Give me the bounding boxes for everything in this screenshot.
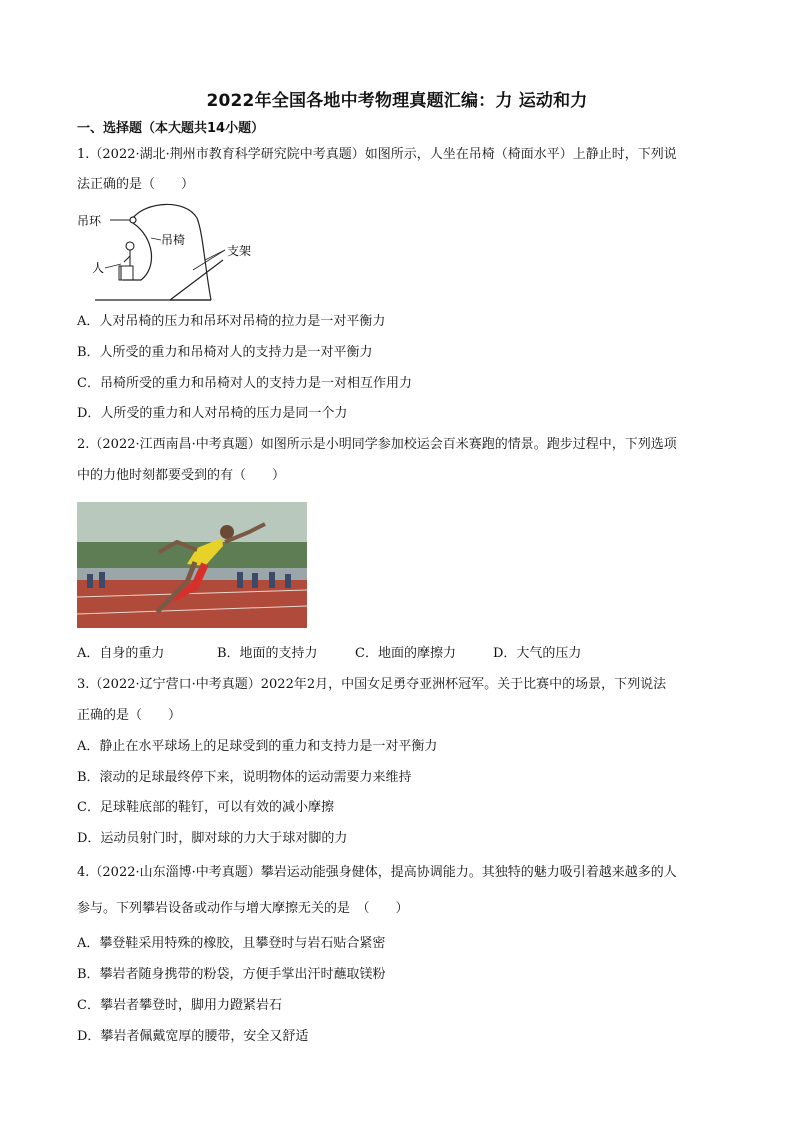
q4-option-b: B．攀岩者随身携带的粉袋，方便手掌出汗时蘸取镁粉 — [77, 967, 386, 982]
section-heading: 一、选择题（本大题共14小题） — [77, 121, 265, 136]
label-chair: 吊椅 — [161, 233, 186, 247]
q2-option-b: B．地面的支持力 — [217, 646, 318, 661]
stand-arch — [133, 204, 211, 300]
q3-stem-line1: 3.（2022·辽宁营口·中考真题）2022年2月，中国女足勇夺亚洲杯冠军。关于比赛中的场景，下列说法 — [77, 677, 667, 692]
q3-option-b: B．滚动的足球最终停下来，说明物体的运动需要力来维持 — [77, 770, 412, 785]
q4-option-c: C．攀岩者攀登时，脚用力蹬紧岩石 — [77, 998, 282, 1013]
q1-option-b: B．人所受的重力和吊椅对人的支持力是一对平衡力 — [77, 345, 373, 360]
label-ring: 吊环 — [77, 214, 102, 228]
q4-stem-line2: 参与。下列攀岩设备或动作与增大摩擦无关的是 （ ） — [77, 901, 409, 916]
q4-option-a: A．攀登鞋采用特殊的橡胶，且攀登时与岩石贴合紧密 — [77, 936, 386, 951]
hanging-chair-diagram — [75, 198, 265, 308]
sprint-photo — [77, 502, 307, 628]
q2-stem-line2: 中的力他时刻都要受到的有（ ） — [77, 468, 286, 483]
q3-option-a: A．静止在水平球场上的足球受到的重力和支持力是一对平衡力 — [77, 739, 438, 754]
person-icon — [126, 242, 134, 250]
q4-option-d: D．攀岩者佩戴宽厚的腰带，安全又舒适 — [77, 1029, 309, 1044]
q1-stem-line2: 法正确的是（ ） — [77, 177, 195, 192]
q3-option-c: C．足球鞋底部的鞋钉，可以有效的减小摩擦 — [77, 800, 334, 815]
q2-option-d: D．大气的压力 — [493, 646, 582, 661]
label-person: 人 — [92, 261, 105, 275]
q1-option-c: C．吊椅所受的重力和吊椅对人的支持力是一对相互作用力 — [77, 376, 412, 391]
q1-option-d: D．人所受的重力和人对吊椅的压力是同一个力 — [77, 406, 348, 421]
q1-option-a: A．人对吊椅的压力和吊环对吊椅的拉力是一对平衡力 — [77, 314, 386, 329]
q3-option-d: D．运动员射门时，脚对球的力大于球对脚的力 — [77, 831, 348, 846]
q2-option-a: A．自身的重力 — [77, 646, 165, 661]
document-title: 2022年全国各地中考物理真题汇编：力 运动和力 — [206, 91, 588, 111]
q2-stem-line1: 2.（2022·江西南昌·中考真题）如图所示是小明同学参加校运会百米赛跑的情景。跑步过程中，下列选项 — [77, 437, 677, 452]
chair-shell — [123, 223, 151, 280]
ring-icon — [130, 217, 136, 223]
q1-stem-line1: 1.（2022·湖北·荆州市教育科学研究院中考真题）如图所示，人坐在吊椅（椅面水平）上静止时，下列说 — [77, 147, 677, 162]
q2-option-c: C．地面的摩擦力 — [355, 646, 456, 661]
q4-stem-line1: 4.（2022·山东淄博·中考真题）攀岩运动能强身健体，提高协调能力。其独特的魅力吸引着越来越多的人 — [77, 865, 677, 880]
q3-stem-line2: 正确的是（ ） — [77, 708, 182, 723]
label-stand: 支架 — [227, 244, 252, 258]
stand-leg — [170, 260, 223, 300]
